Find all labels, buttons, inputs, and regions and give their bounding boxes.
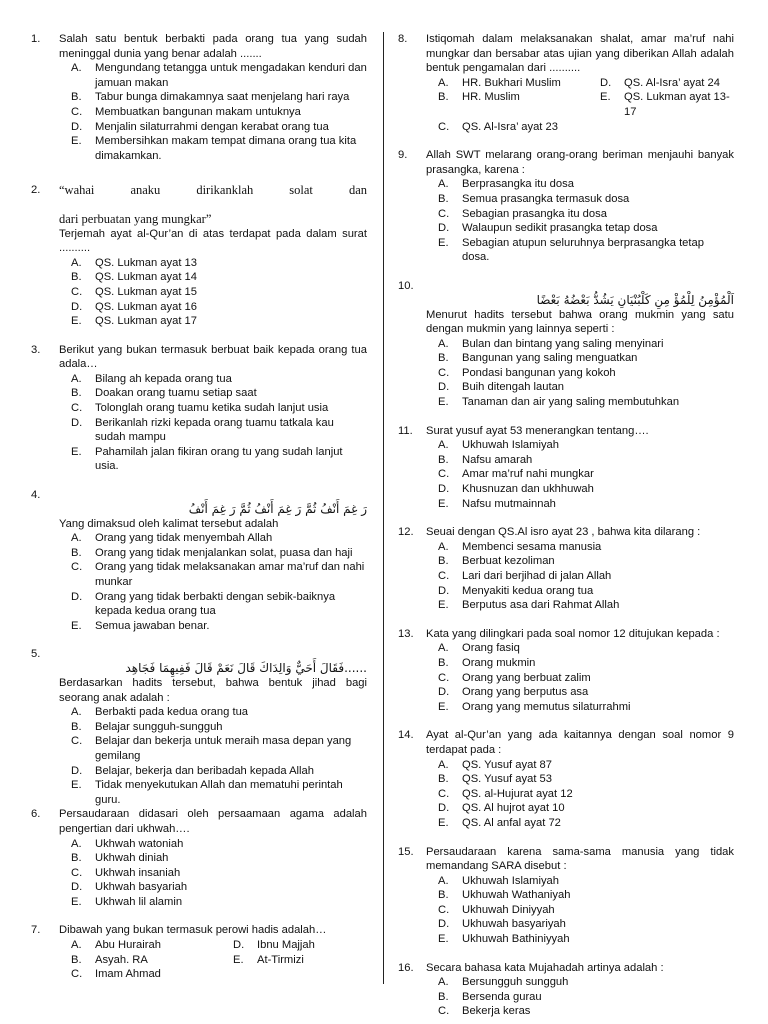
question-text: Allah SWT melarang orang-orang beriman menjauhi banyak prasangka, karena : (426, 149, 734, 176)
question-text: Persaudaraan karena sama-sama manusia yang tidak memandang SARA disebut : (426, 845, 734, 873)
option-b[interactable]: B. Semua prasangka termasuk dosa (438, 192, 630, 205)
option-a[interactable]: A. Bulan dan bintang yang saling menyinari (438, 337, 664, 350)
option-c[interactable]: C. Pondasi bangunan yang kokoh (438, 366, 616, 379)
option-a[interactable]: A. Mengundang tetangga untuk mengadakan kenduri dan jamuan makan (71, 62, 367, 89)
option-d[interactable]: D. QS. Al-Isra’ ayat 24 (600, 76, 720, 89)
option-d[interactable]: D. Ukhuwah basyariyah (438, 918, 566, 931)
option-e[interactable]: E. Tanaman dan air yang saling membutuhkan (438, 396, 680, 409)
option-c[interactable]: C. QS. al-Hujurat ayat 12 (438, 787, 573, 800)
question-number: 4. (31, 489, 41, 502)
quote-line-2: dari perbuatan yang mungkar” (59, 211, 212, 226)
question-text: Istiqomah dalam melaksanakan shalat, amar ma’ruf nahi mungkar dan bersabar atas ujian yang diberikan Allah adalah bentuk pengamalan dari .......... (426, 33, 734, 75)
option-d[interactable]: D. Buih ditengah lautan (438, 381, 565, 394)
option-b[interactable]: B. Berbuat kezoliman (438, 555, 555, 568)
option-b[interactable]: B. QS. Lukman ayat 14 (71, 271, 197, 284)
column-divider (383, 32, 384, 984)
question-2 (31, 183, 367, 328)
option-c[interactable]: C. QS. Lukman ayat 15 (71, 285, 197, 298)
option-e[interactable]: E. Ukhuwah Bathiniyyah (438, 933, 570, 946)
option-e[interactable]: E. QS. Al anfal ayat 72 (438, 816, 561, 829)
option-e[interactable]: E. Nafsu mutmainnah (438, 497, 556, 510)
question-9 (398, 148, 734, 265)
question-text: Salah satu bentuk berbakti pada orang tua yang sudah meninggal dunia yang benar adalah ....... (59, 33, 367, 60)
question-number: 1. (31, 33, 41, 45)
question-16 (398, 961, 734, 1019)
question-number: 13. (398, 627, 414, 640)
option-a[interactable]: A. Bilang ah kepada orang tua (71, 372, 232, 385)
option-c[interactable]: C. Bekerja keras (438, 1005, 531, 1018)
answer-options (59, 531, 367, 633)
answer-options (426, 177, 734, 265)
answer-options (426, 874, 734, 947)
question-number: 3. (31, 343, 41, 356)
option-a[interactable]: A. Berbakti pada kedua orang tua (71, 706, 249, 719)
option-c[interactable]: C. Imam Ahmad (71, 968, 161, 981)
option-a[interactable]: A. Bersungguh sungguh (438, 976, 569, 989)
question-text: Surat yusuf ayat 53 menerangkan tentang…. (426, 424, 649, 437)
question-number: 8. (398, 33, 408, 45)
left-column (31, 32, 367, 982)
option-e[interactable]: E. QS. Lukman ayat 17 (71, 315, 197, 328)
arabic-verse: رَ غِمَ أَنْفُ ثُمَّ رَ غِمَ أَنْفُ ثُمَّ رَ غِمَ أَنْفُ (188, 502, 367, 517)
option-b[interactable]: B. Bersenda gurau (438, 990, 542, 1003)
option-b[interactable]: B. QS. Yusuf ayat 53 (438, 773, 552, 786)
option-c[interactable]: C. Amar ma’ruf nahi mungkar (438, 468, 594, 481)
option-c[interactable]: C. Belajar dan bekerja untuk meraih masa depan yang gemilang (71, 735, 352, 762)
option-a[interactable]: A. Ukhuwah Islamiyah (438, 439, 560, 452)
answer-options (426, 641, 734, 714)
question-6 (31, 807, 367, 909)
question-text: Ayat al-Qur’an yang ada kaitannya dengan soal nomor 9 terdapat pada : (426, 729, 734, 756)
answer-options (59, 938, 367, 982)
option-d[interactable]: D. Menyakiti kedua orang tua (438, 584, 594, 597)
question-text: Berdasarkan hadits tersebut, bahwa bentuk jihad bagi seorang anak adalah : (59, 676, 367, 704)
answer-options (426, 540, 734, 613)
option-b[interactable]: B. Doakan orang tuamu setiap saat (71, 387, 257, 400)
question-11 (398, 424, 734, 512)
question-text: Dibawah yang bukan termasuk perowi hadis adalah… (59, 924, 327, 937)
option-a[interactable]: A. Ukhwah watoniah (71, 837, 184, 850)
question-3 (31, 343, 367, 474)
option-b[interactable]: B. Ukhuwah Wathaniyah (438, 889, 571, 902)
option-a[interactable]: A. QS. Lukman ayat 13 (71, 256, 197, 269)
option-b[interactable]: B. Ukhwah diniah (71, 852, 169, 865)
answer-options (426, 758, 734, 831)
option-c[interactable]: C. Lari dari berjihad di jalan Allah (438, 570, 612, 582)
answer-options (426, 76, 734, 134)
question-5 (31, 647, 367, 807)
question-7 (31, 923, 367, 981)
question-text: Berikut yang bukan termasuk berbuat baik kepada orang tua adala… (59, 343, 367, 371)
question-number: 9. (398, 149, 408, 162)
option-b[interactable]: B. Asyah. RA (71, 953, 148, 966)
option-c[interactable]: C. Ukhwah insaniah (71, 866, 181, 879)
option-e[interactable]: E. Berputus asa dari Rahmat Allah (438, 599, 620, 612)
quote-line-1: “wahai anaku dirikanklah solat dan (59, 183, 367, 198)
option-d[interactable]: D. QS. Al hujrot ayat 10 (438, 802, 565, 815)
option-b[interactable]: B. Belajar sungguh-sungguh (71, 720, 223, 733)
option-e[interactable]: E. Ukhwah lil alamin (71, 895, 183, 908)
question-12 (398, 525, 734, 613)
option-a[interactable]: A. Berprasangka itu dosa (438, 178, 574, 191)
option-a[interactable]: A. Membenci sesama manusia (438, 540, 602, 553)
question-text: Terjemah ayat al-Qur’an di atas terdapat pada dalam surat .......... (59, 227, 367, 255)
option-c[interactable]: C. Orang yang berbuat zalim (438, 671, 591, 684)
option-a[interactable]: A. Ukhuwah Islamiyah (438, 874, 560, 887)
question-text: Persaudaraan didasari oleh persaamaan agama adalah pengertian dari ukhwah…. (59, 808, 367, 835)
question-number: 6. (31, 808, 41, 821)
answer-options (59, 372, 367, 474)
question-8 (398, 32, 734, 134)
option-d[interactable]: D. Walaupun sedikit prasangka tetap dosa (438, 222, 658, 235)
option-d[interactable]: D. Belajar, bekerja dan beribadah kepada Allah (71, 764, 314, 777)
option-e[interactable]: E. Pahamilah jalan fikiran orang tu yang sudah lanjut usia. (71, 445, 343, 473)
option-c[interactable]: C. Sebagian prasangka itu dosa (438, 207, 607, 220)
option-d[interactable]: D. Khusnuzan dan ukhhuwah (438, 483, 594, 496)
option-a[interactable]: A. HR. Bukhari Muslim (438, 76, 561, 89)
question-text: Menurut hadits tersebut bahwa orang mukmin yang satu dengan mukmin yang lainnya seperti : (426, 308, 734, 336)
arabic-hadith: ......فَقَالَ أَحَيٌّ وَالِدَاكَ قَالَ نَعَمْ قَالَ فَفِيهِمَا فَجَاهِد (125, 661, 367, 676)
option-a[interactable]: A. QS. Yusuf ayat 87 (438, 758, 552, 771)
question-number: 10. (398, 279, 414, 292)
question-number: 16. (398, 961, 414, 974)
arabic-hadith: اَلْمُؤْمِنُ لِلْمُؤْ مِنِ كَلْبُنْيَانِ يَشُدُّ بَعْضُهُ بَعْضًا (536, 292, 734, 307)
question-14 (398, 728, 734, 830)
question-15 (398, 845, 734, 947)
question-4 (31, 488, 367, 633)
option-d[interactable]: D. Ibnu Majjah (233, 939, 315, 952)
answer-options (426, 975, 734, 1019)
question-number: 15. (398, 845, 414, 858)
answer-options (426, 438, 734, 511)
answer-options (426, 337, 734, 410)
question-13 (398, 627, 734, 715)
answer-options (59, 61, 367, 163)
option-c[interactable]: C. Tolonglah orang tuamu ketika sudah lanjut usia (71, 402, 329, 415)
option-d[interactable]: D. Orang yang tidak berbakti dengan sebik-baiknya kepada kedua orang tua (71, 590, 336, 618)
option-e[interactable]: E. Orang yang memutus silaturrahmi (438, 700, 631, 713)
option-c[interactable]: C. Membuatkan bangunan makam untuknya (71, 105, 301, 118)
option-b[interactable]: B. Nafsu amarah (438, 453, 533, 466)
question-number: 14. (398, 729, 414, 742)
option-d[interactable]: D. Ukhwah basyariah (71, 881, 188, 894)
option-d[interactable]: D. Orang yang berputus asa (438, 686, 589, 699)
option-e[interactable]: E. QS. Lukman ayat 13-17 (600, 91, 730, 118)
question-number: 5. (31, 648, 41, 661)
option-b[interactable]: B. Orang yang tidak menjalankan solat, puasa dan haji (71, 546, 353, 559)
option-b[interactable]: B. Tabur bunga dimakamnya saat menjelang hari raya (71, 91, 350, 104)
option-c[interactable]: C. Ukhuwah Diniyyah (438, 903, 555, 916)
option-e[interactable]: E. Semua jawaban benar. (71, 619, 210, 632)
option-e[interactable]: E. Membersihkan makam tempat dimana orang tua kita dimakamkan. (71, 135, 357, 162)
option-d[interactable]: D. QS. Lukman ayat 16 (71, 300, 197, 313)
question-number: 12. (398, 526, 414, 539)
option-e[interactable]: E. Sebagian atupun seluruhnya berprasangka tetap dosa. (438, 236, 704, 264)
option-c[interactable]: C. Orang yang tidak melaksanakan amar ma’ruf dan nahi munkar (71, 561, 365, 588)
right-column (398, 32, 734, 1019)
option-e[interactable]: E. At-Tirmizi (233, 953, 304, 966)
option-c[interactable]: C. QS. Al-Isra’ ayat 23 (438, 120, 558, 133)
option-b[interactable]: B. Bangunan yang saling menguatkan (438, 352, 638, 365)
option-a[interactable]: A. Orang fasiq (438, 642, 520, 655)
option-a[interactable]: A. Abu Hurairah (71, 939, 161, 952)
option-e[interactable]: E. Tidak menyekutukan Allah dan mematuhi perintah guru. (71, 779, 343, 806)
option-a[interactable]: A. Orang yang tidak menyembah Allah (71, 532, 273, 545)
answer-options (59, 705, 367, 807)
option-b[interactable]: B. HR. Muslim (438, 91, 520, 104)
option-d[interactable]: D. Berikanlah rizki kepada orang tuamu tatkala kau sudah mampu (71, 416, 334, 444)
question-10 (398, 279, 734, 410)
answer-options (59, 256, 367, 329)
option-d[interactable]: D. Menjalin silaturrahmi dengan kerabat orang tua (71, 120, 329, 133)
option-b[interactable]: B. Orang mukmin (438, 656, 536, 669)
question-1 (31, 32, 367, 163)
question-text: Yang dimaksud oleh kalimat tersebut adalah (59, 517, 279, 530)
question-text: Kata yang dilingkari pada soal nomor 12 ditujukan kepada : (426, 627, 720, 640)
answer-options (59, 837, 367, 910)
question-number: 2. (31, 184, 41, 197)
question-text: Seuai dengan QS.Al isro ayat 23 , bahwa kita dilarang : (426, 526, 701, 539)
question-text: Secara bahasa kata Mujahadah artinya adalah : (426, 961, 664, 974)
question-number: 7. (31, 924, 41, 937)
question-number: 11. (398, 424, 413, 437)
